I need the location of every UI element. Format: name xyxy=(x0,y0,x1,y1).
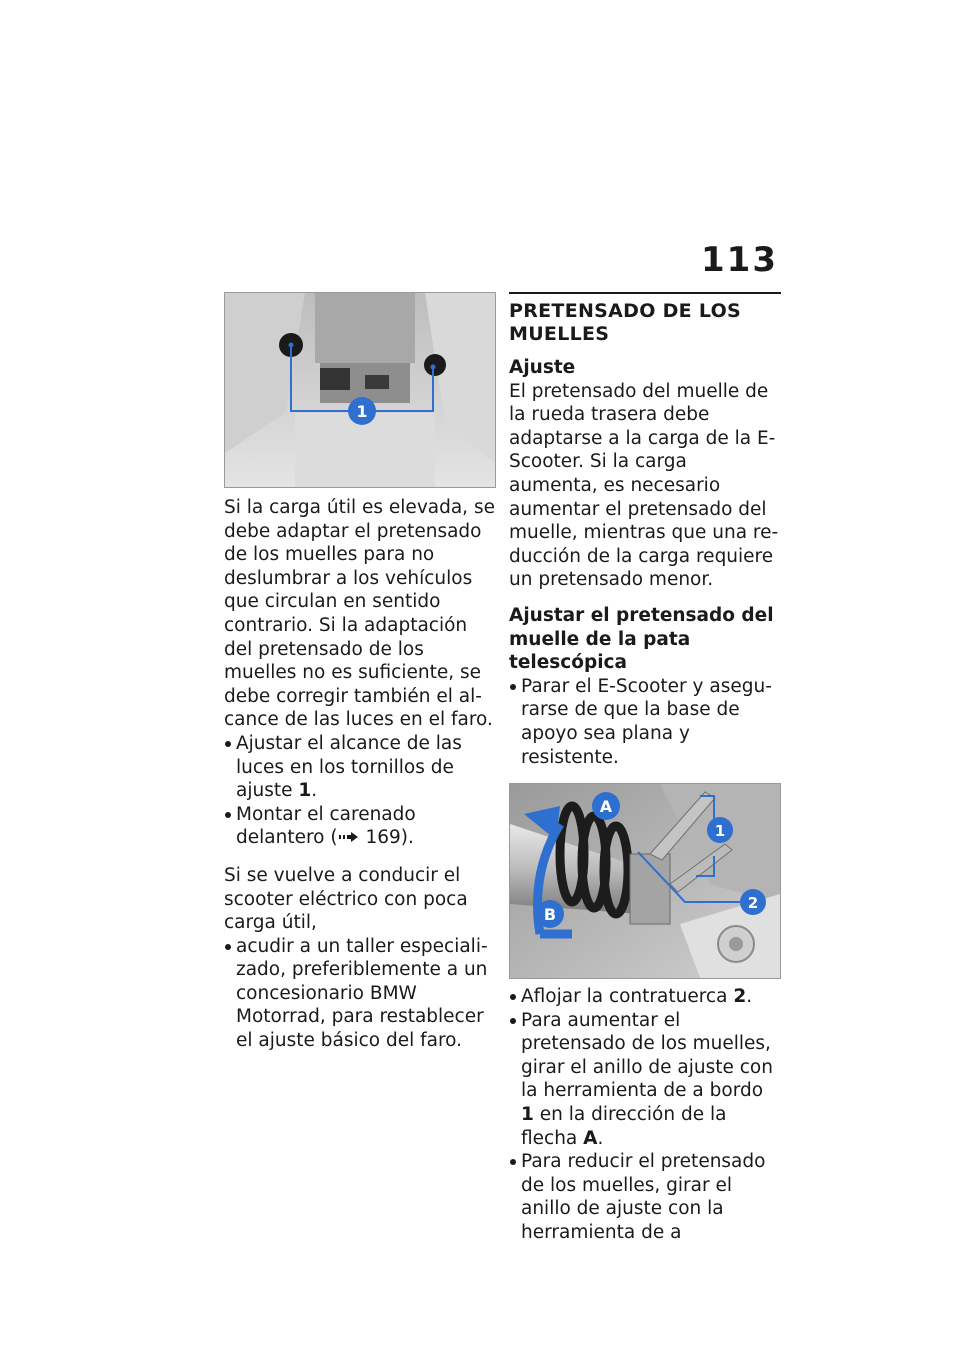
left-column xyxy=(224,292,496,1053)
left-bullets-2 xyxy=(224,935,496,1053)
ref-1: 1 xyxy=(298,780,312,802)
right-bullets-2 xyxy=(509,985,781,1245)
page-ref-arrow-icon xyxy=(338,830,360,844)
list-item: Ajustar el alcance de las luces en los tornillos de ajuste 1. xyxy=(224,732,496,803)
list-item: Aflojar la contratuerca 2. xyxy=(509,985,781,1009)
subtitle-ajuste: Ajuste xyxy=(509,357,576,378)
section-title: PRETENSADO DE LOS MUELLES xyxy=(509,300,742,345)
right-bullets-1 xyxy=(509,675,781,769)
list-item: Para reducir el pretensado de los muelles, girar el anillo de ajuste con la herramienta de a xyxy=(509,1150,781,1244)
right-paragraph-1: El pretensado del muelle de la rueda trasera debe adaptarse a la carga de la E-Scooter. Si la carga aumenta, es necesario aumentar el pretensado del muelle, mientras que una reducción de la carga requiere un pretensado menor. xyxy=(509,380,779,591)
spring-preload-photo xyxy=(509,783,781,979)
right-column xyxy=(509,292,781,1245)
heading-rule xyxy=(509,292,781,294)
list-item: Parar el E-Scooter y asegurarse de que la base de apoyo sea plana y resistente. xyxy=(509,675,781,769)
callout-1-label: 1 xyxy=(356,402,368,421)
callout-2-label: 2 xyxy=(747,894,759,913)
subtitle-adjust-preload: Ajustar el pretensado del muelle de la pata telescópica xyxy=(509,604,774,674)
left-bullets-1 xyxy=(224,732,496,850)
left-paragraph-1: Si la carga útil es elevada, se debe adaptar el pretensado de los muelles para no deslumbrar a los vehículos que circulan en sentido contrario. Si la adaptación del pretensado de los muelles no es suficiente, se debe corregir también el alcance de las luces en el faro. xyxy=(224,497,495,731)
list-item: Para aumentar el pretensado de los muelles, girar el anillo de ajuste con la herramienta de a bordo 1 en la dirección de la flecha A. xyxy=(509,1009,781,1151)
list-item: acudir a un taller especializado, preferiblemente a un concesionario BMW Motorrad, para restablecer el ajuste básico del faro. xyxy=(224,935,496,1053)
list-item: Montar el carenado delantero ( 169). xyxy=(224,803,496,850)
page-ref-link[interactable]: 169 xyxy=(365,827,401,849)
page-number: 113 xyxy=(701,240,778,280)
left-paragraph-2: Si se vuelve a conducir el scooter eléctrico con poca carga útil, xyxy=(224,864,468,934)
callout-a-label: A xyxy=(599,797,613,817)
callout-1-label: 1 xyxy=(714,822,726,841)
callout-b-label: B xyxy=(543,905,557,925)
headlight-adjust-photo xyxy=(224,292,496,488)
